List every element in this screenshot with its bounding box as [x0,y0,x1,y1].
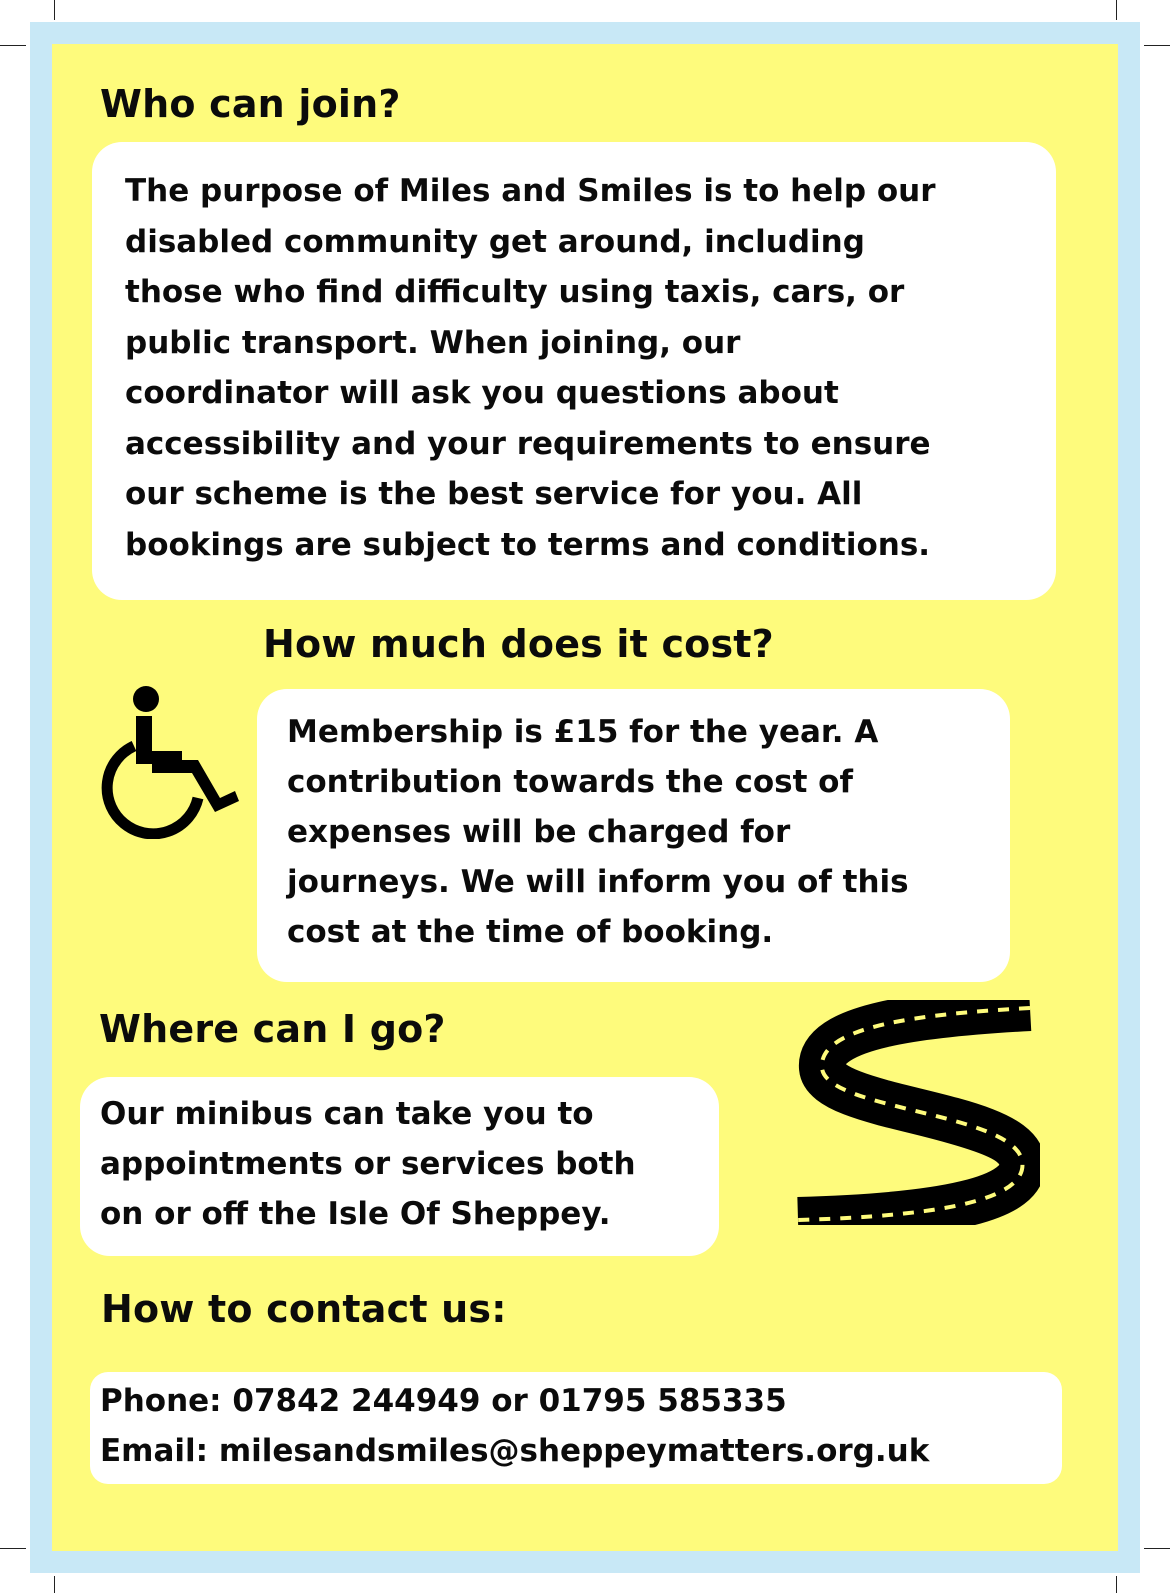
cost-line: cost at the time of booking. [287,914,774,950]
cost-box [257,689,1010,982]
cost-line: expenses will be charged for [287,814,791,850]
wheelchair-icon [94,684,244,839]
cost-heading: How much does it cost? [263,622,774,666]
crop-mark [1144,1548,1170,1549]
contact-box [90,1372,1062,1484]
crop-mark [54,0,55,20]
crop-mark [0,45,26,46]
crop-mark [1116,1576,1117,1593]
who-can-join-line: The purpose of Miles and Smiles is to help our [125,173,936,209]
crop-mark [1116,0,1117,20]
who-can-join-line: accessibility and your requirements to ensure [125,425,931,462]
who-can-join-heading: Who can join? [100,82,401,126]
who-can-join-line: our scheme is the best service for you. All [125,476,863,512]
where-line: Our minibus can take you to [100,1096,594,1132]
where-box [80,1077,719,1256]
where-line: appointments or services both [100,1146,636,1182]
crop-mark [0,1548,26,1549]
who-can-join-line: those who find difficulty using taxis, cars, or [125,274,905,310]
contact-heading: How to contact us: [101,1287,507,1331]
crop-mark [54,1576,55,1593]
who-can-join-line: disabled community get around, including [125,223,865,260]
crop-mark [1144,45,1170,46]
cost-line: Membership is £15 for the year. A [287,714,879,750]
contact-phone: Phone: 07842 244949 or 01795 585335 [100,1383,787,1419]
where-line: on or off the Isle Of Sheppey. [100,1196,611,1232]
winding-road-icon [790,1000,1040,1225]
cost-line: journeys. We will inform you of this [287,864,909,900]
where-heading: Where can I go? [99,1007,446,1051]
who-can-join-line: bookings are subject to terms and conditions. [125,526,931,563]
cost-line: contribution towards the cost of [287,764,853,800]
who-can-join-box [92,142,1056,600]
contact-email: Email: milesandsmiles@sheppeymatters.org.uk [100,1433,930,1469]
who-can-join-line: coordinator will ask you questions about [125,375,839,411]
who-can-join-line: public transport. When joining, our [125,324,741,361]
